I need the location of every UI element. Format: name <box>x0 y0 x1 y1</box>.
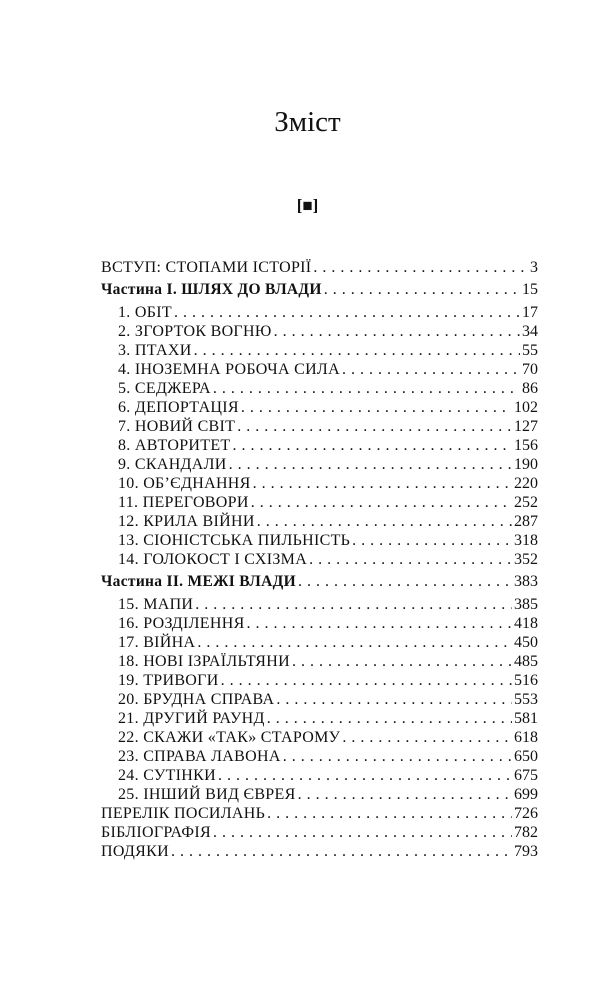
toc-chapter-entry <box>101 785 538 804</box>
page-number: 70 <box>522 361 538 378</box>
page-number: 675 <box>514 767 538 784</box>
toc-chapter-entry <box>101 474 538 493</box>
page-number: 450 <box>514 634 538 651</box>
dot-leader <box>194 341 520 360</box>
dot-leader <box>195 595 512 614</box>
page-number: 485 <box>514 653 538 670</box>
page-number: 793 <box>514 843 538 860</box>
part-prefix: Частина II. <box>101 573 184 590</box>
entry-title: 14. ГОЛОКОСТ І СХІЗМА <box>118 551 308 568</box>
entry-title: 13. СІОНІСТСЬКА ПИЛЬНІСТЬ <box>118 532 351 549</box>
dot-leader <box>276 690 512 709</box>
dot-leader <box>233 436 512 455</box>
dot-leader <box>221 671 512 690</box>
dot-leader <box>229 455 512 474</box>
entry-title: 1. ОБІТ <box>118 304 172 321</box>
toc-chapter-entry <box>101 360 538 379</box>
page-number: 34 <box>522 323 538 340</box>
page-number: 352 <box>514 551 538 568</box>
entry-title: 18. НОВІ ІЗРАЇЛЬТЯНИ <box>118 653 290 670</box>
entry-title: 6. ДЕПОРТАЦІЯ <box>118 399 239 416</box>
entry-title: 11. ПЕРЕГОВОРИ <box>118 494 249 511</box>
dot-leader <box>309 550 512 569</box>
dot-leader <box>247 614 512 633</box>
entry-title <box>101 571 296 593</box>
toc-chapter-entry <box>101 550 538 569</box>
entry-title: 25. ІНШИЙ ВИД ЄВРЕЯ <box>118 786 296 803</box>
entry-title: 24. СУТІНКИ <box>118 767 216 784</box>
page-number: 318 <box>514 532 538 549</box>
page-number: 287 <box>514 513 538 530</box>
dot-leader <box>257 512 512 531</box>
page-number: 553 <box>514 691 538 708</box>
toc-chapter-entry <box>101 493 538 512</box>
dot-leader <box>342 360 520 379</box>
page-number: 726 <box>514 805 538 822</box>
entry-title: 8. АВТОРИТЕТ <box>118 437 231 454</box>
toc-chapter-entry <box>101 512 538 531</box>
toc-chapter-entry <box>101 322 538 341</box>
toc-chapter-entry <box>101 455 538 474</box>
toc-chapter-entry <box>101 690 538 709</box>
dot-leader <box>352 531 512 550</box>
toc-entry <box>101 258 538 277</box>
toc-chapter-entry <box>101 398 538 417</box>
dot-leader <box>241 398 512 417</box>
entry-title: 16. РОЗДІЛЕННЯ <box>118 615 245 632</box>
entry-title: ВСТУП: СТОПАМИ ІСТОРІЇ <box>101 259 312 276</box>
toc-chapter-entry <box>101 766 538 785</box>
toc-entry <box>101 823 538 842</box>
page-number: 102 <box>514 399 538 416</box>
entry-title: 5. СЕДЖЕРА <box>118 380 211 397</box>
toc-entry <box>101 842 538 861</box>
dot-leader <box>213 379 520 398</box>
page-number: 418 <box>514 615 538 632</box>
entry-title: 15. МАПИ <box>118 596 194 613</box>
dot-leader <box>253 474 512 493</box>
toc-chapter-entry <box>101 709 538 728</box>
toc-chapter-entry <box>101 341 538 360</box>
page-number: 252 <box>514 494 538 511</box>
dot-leader <box>267 709 512 728</box>
page-number: 55 <box>522 342 538 359</box>
entry-title: 22. СКАЖИ «ТАК» СТАРОМУ <box>118 729 341 746</box>
page-number: 127 <box>514 418 538 435</box>
page-number: 220 <box>514 475 538 492</box>
entry-title: 20. БРУДНА СПРАВА <box>118 691 275 708</box>
page-number: 3 <box>530 259 538 276</box>
page-number: 17 <box>522 304 538 321</box>
entry-title <box>101 279 322 301</box>
dot-leader <box>237 417 512 436</box>
part-prefix: Частина I. <box>101 281 178 298</box>
toc-chapter-entry <box>101 379 538 398</box>
dot-leader <box>218 766 512 785</box>
dot-leader <box>274 322 520 341</box>
dot-leader <box>267 804 512 823</box>
page-number: 156 <box>514 437 538 454</box>
page-title: Зміст <box>274 106 341 138</box>
page-number: 581 <box>514 710 538 727</box>
page-number: 650 <box>514 748 538 765</box>
dot-leader <box>342 728 512 747</box>
toc-chapter-entry <box>101 633 538 652</box>
dot-leader <box>298 785 512 804</box>
toc-chapter-entry <box>101 728 538 747</box>
toc-chapter-entry <box>101 652 538 671</box>
entry-title: ПОДЯКИ <box>101 843 169 860</box>
toc-chapter-entry <box>101 303 538 322</box>
entry-title: 7. НОВИЙ СВІТ <box>118 418 236 435</box>
toc-chapter-entry <box>101 614 538 633</box>
table-of-contents <box>101 258 538 861</box>
page-number: 385 <box>514 596 538 613</box>
toc-chapter-entry <box>101 671 538 690</box>
dot-leader <box>251 493 512 512</box>
toc-chapter-entry <box>101 436 538 455</box>
page-number: 618 <box>514 729 538 746</box>
toc-chapter-entry <box>101 747 538 766</box>
entry-title: БІБЛІОГРАФІЯ <box>101 824 211 841</box>
dot-leader <box>324 279 520 301</box>
entry-title: 4. ІНОЗЕМНА РОБОЧА СИЛА <box>118 361 340 378</box>
entry-title: 19. ТРИВОГИ <box>118 672 219 689</box>
page-number: 15 <box>522 281 538 298</box>
dot-leader <box>292 652 512 671</box>
toc-part-entry <box>101 279 538 301</box>
dot-leader <box>171 842 512 861</box>
part-title: МЕЖІ ВЛАДИ <box>187 573 296 590</box>
toc-chapter-entry <box>101 531 538 550</box>
entry-title: 17. ВІЙНА <box>118 634 196 651</box>
toc-entry <box>101 804 538 823</box>
page-number: 699 <box>514 786 538 803</box>
toc-part-entry <box>101 571 538 593</box>
entry-title: 2. ЗГОРТОК ВОГНЮ <box>118 323 272 340</box>
part-title: ШЛЯХ ДО ВЛАДИ <box>181 281 322 298</box>
page-number: 383 <box>514 573 538 590</box>
dot-leader <box>313 258 528 277</box>
dot-leader <box>283 747 512 766</box>
entry-title: 10. ОБ’ЄДНАННЯ <box>118 475 251 492</box>
toc-chapter-entry <box>101 595 538 614</box>
page-number: 782 <box>514 824 538 841</box>
entry-title: 21. ДРУГИЙ РАУНД <box>118 710 265 727</box>
entry-title: 9. СКАНДАЛИ <box>118 456 227 473</box>
toc-chapter-entry <box>101 417 538 436</box>
entry-title: ПЕРЕЛІК ПОСИЛАНЬ <box>101 805 266 822</box>
page-number: 86 <box>522 380 538 397</box>
dot-leader <box>174 303 520 322</box>
page-number: 190 <box>514 456 538 473</box>
page-number: 516 <box>514 672 538 689</box>
dot-leader <box>197 633 512 652</box>
section-ornament: [■] <box>296 196 319 215</box>
entry-title: 3. ПТАХИ <box>118 342 192 359</box>
dot-leader <box>298 571 512 593</box>
dot-leader <box>213 823 512 842</box>
entry-title: 23. СПРАВА ЛАВОНА <box>118 748 281 765</box>
entry-title: 12. КРИЛА ВІЙНИ <box>118 513 255 530</box>
